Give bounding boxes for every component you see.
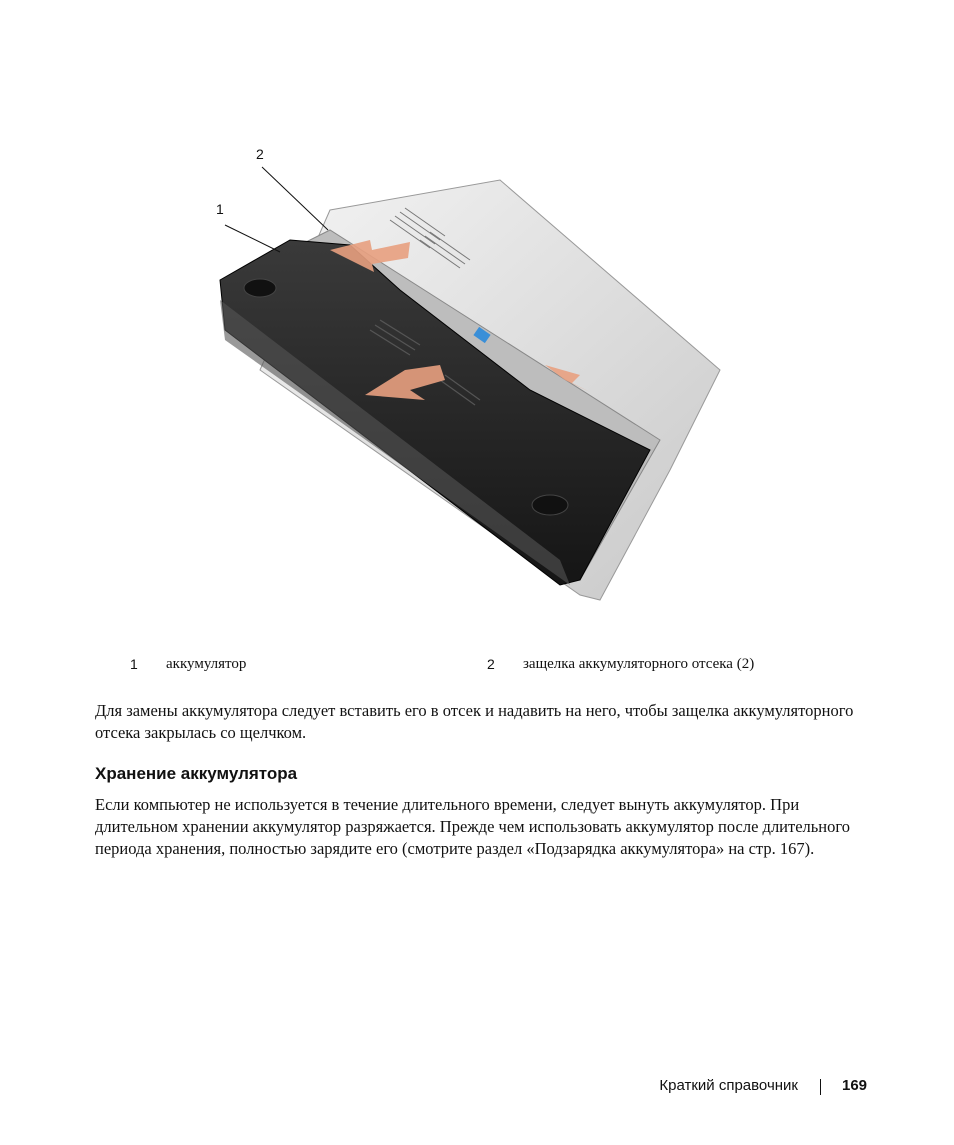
paragraph-storage: Если компьютер не используется в течение длительного времени, следует вынуть аккумулятор. При длительном хранении аккумулятор разряжается. Прежде чем использовать аккумулятор после длительного периода хранения, полностью зарядите его (смотрите раздел «Подзарядка аккумулятора» на стр. 167). [95,795,850,858]
legend-label: аккумулятор [166,656,247,672]
legend-label: защелка аккумуляторного отсека (2) [523,656,755,672]
footer-section-title: Краткий справочник [659,1077,798,1094]
page-number: 169 [842,1077,868,1094]
legend-number: 1 [130,656,138,672]
battery-drawing [200,140,740,620]
paragraph-replace-battery: Для замены аккумулятора следует вставить его в отсек и надавить на него, чтобы защелка аккумуляторного отсека закрылась со щелчком. [95,701,854,742]
callout-1: 1 [216,201,224,217]
callout-2: 2 [256,146,264,162]
section-heading: Хранение аккумулятора [95,764,298,783]
battery-illustration [200,140,740,620]
footer-divider [820,1079,821,1095]
legend-number: 2 [487,656,495,672]
